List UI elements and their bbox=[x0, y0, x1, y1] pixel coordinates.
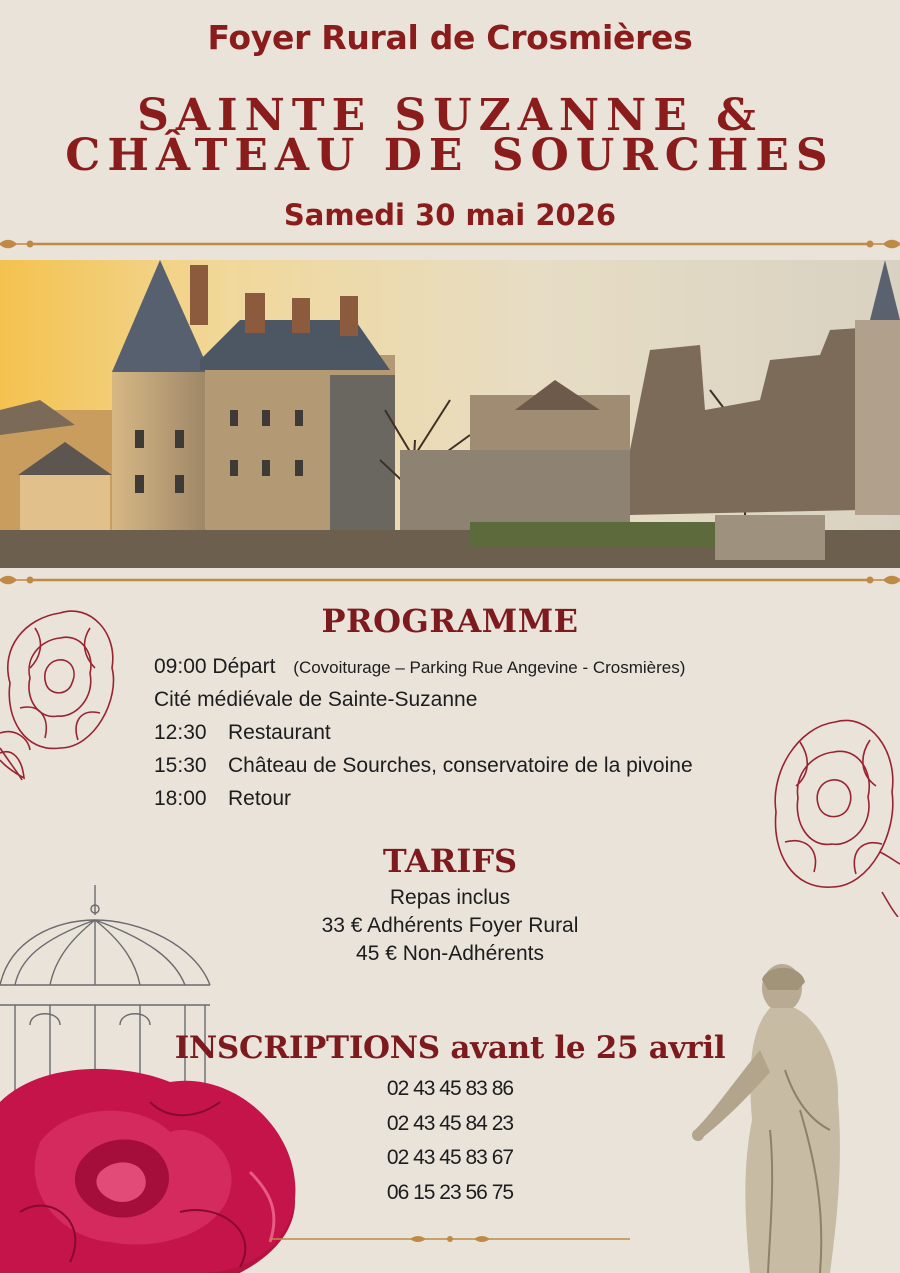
programme-time: 12:30 bbox=[154, 721, 207, 744]
statue-image bbox=[690, 960, 855, 1273]
event-title-line2: CHÂTEAU DE SOURCHES bbox=[65, 130, 835, 181]
programme-heading: PROGRAMME bbox=[321, 602, 579, 640]
tarif-line: 45 € Non-Adhérents bbox=[356, 942, 544, 965]
castle-photo bbox=[0, 260, 900, 568]
phone-number: 02 43 45 84 23 bbox=[386, 1111, 514, 1135]
ornamental-divider-top bbox=[0, 236, 900, 252]
tarif-line: 33 € Adhérents Foyer Rural bbox=[321, 914, 579, 937]
organization-name: Foyer Rural de Crosmières bbox=[207, 18, 693, 57]
red-peony-image bbox=[0, 1062, 300, 1273]
ornamental-divider-middle bbox=[0, 572, 900, 588]
programme-time: 09:00 bbox=[154, 655, 207, 678]
programme-time: 18:00 bbox=[154, 787, 207, 810]
phone-number: 02 43 45 83 86 bbox=[386, 1077, 514, 1100]
event-date: Samedi 30 mai 2026 bbox=[283, 198, 617, 232]
programme-item bbox=[154, 749, 693, 782]
phone-number: 02 43 45 83 67 bbox=[386, 1146, 514, 1169]
event-title-line1: SAINTE SUZANNE & bbox=[137, 90, 763, 141]
programme-time: 15:30 bbox=[154, 754, 207, 777]
programme-item bbox=[154, 683, 693, 716]
ornamental-divider-bottom bbox=[270, 1232, 630, 1246]
tarifs-heading: TARIFS bbox=[382, 842, 518, 880]
programme-item bbox=[154, 716, 693, 749]
programme-label: Château de Sourches, conservatoire de la pivoine bbox=[228, 754, 693, 777]
programme-label: Départ bbox=[212, 655, 276, 678]
phone-number: 06 15 23 56 75 bbox=[386, 1180, 514, 1204]
tarif-line: Repas inclus bbox=[389, 886, 511, 909]
inscriptions-heading: INSCRIPTIONS avant le 25 avril bbox=[174, 1030, 726, 1066]
programme-label: Restaurant bbox=[228, 721, 331, 744]
programme-list bbox=[154, 650, 693, 815]
programme-item bbox=[154, 782, 693, 815]
programme-note: (Covoiturage – Parking Rue Angevine - Crosmières) bbox=[293, 658, 686, 677]
programme-label: Retour bbox=[228, 787, 292, 810]
programme-label: Cité médiévale de Sainte-Suzanne bbox=[154, 688, 478, 711]
programme-item bbox=[154, 650, 693, 683]
